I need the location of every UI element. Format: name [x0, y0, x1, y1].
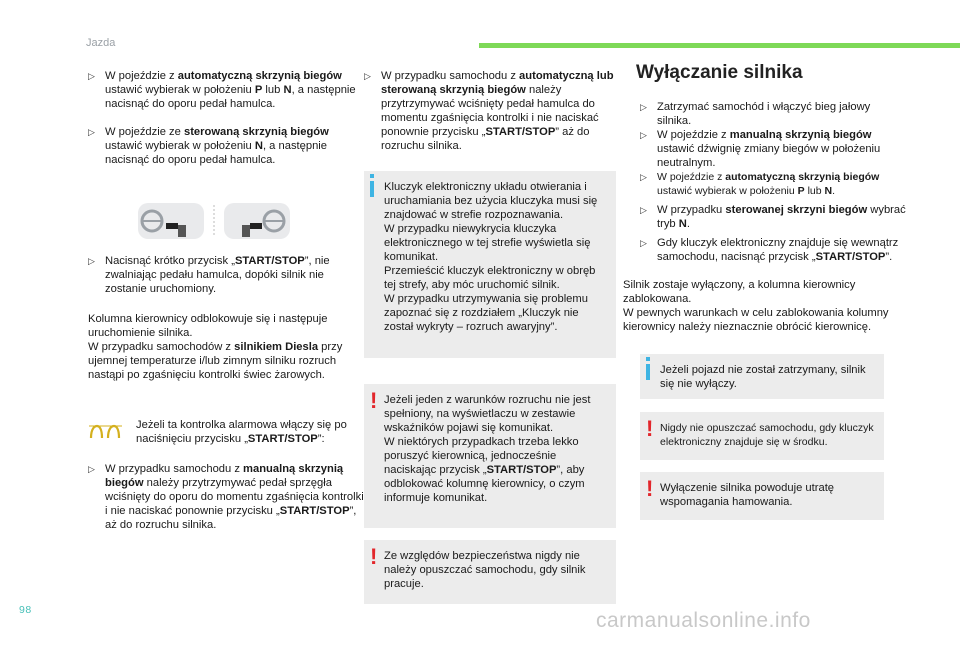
- bullet-manual-neutral: ▷ W pojeździe z manualną skrzynią biegów ustawić dźwignię zmiany biegów w położeniu neutralnym.: [640, 129, 881, 169]
- bullet-controlled-mode: ▷ W przypadku sterowanej skrzyni biegów wybrać tryb N.: [640, 204, 906, 230]
- triangle-bullet-icon: ▷: [88, 464, 95, 474]
- warning-text: Jeżeli jeden z warunków rozruchu nie jest spełniony, na wyświetlaczu w zestawie wskaźników pojawi się komunikat. W niektórych przypadkach trzeba lekko poruszyć kierownicą, jednocześnie naciskając przycisk „START/STOP”, aby odblokować kolumnę kierownicy, o czym informuje komunikat.: [384, 394, 591, 504]
- paragraph-engine-off: Silnik zostaje wyłączony, a kolumna kierownicy zablokowana. W pewnych warunkach w celu zablokowania kolumny kierownicy należy nieznacznie obrócić kierownicę.: [623, 279, 889, 333]
- triangle-bullet-icon: ▷: [88, 71, 95, 81]
- triangle-bullet-icon: ▷: [88, 256, 95, 266]
- info-icon: [370, 181, 374, 197]
- bullet-press-stop: ▷ Gdy kluczyk elektroniczny znajduje się wewnątrz samochodu, nacisnąć przycisk „START/STOP”.: [640, 237, 899, 263]
- triangle-bullet-icon: ▷: [640, 205, 647, 215]
- paragraph-diesel: W przypadku samochodów z silnikiem Diesla przy ujemnej temperaturze i/lub zimnym silniku rozruch nastąpi po zgaśnięciu kontrolki świec żarowych.: [88, 341, 343, 381]
- triangle-bullet-icon: ▷: [364, 71, 371, 81]
- info-text: Kluczyk elektroniczny układu otwierania i uruchamiania bez użycia kluczyka musi się znajdować w strefie rozpoznawania. W przypadku niewykrycia kluczyka elektronicznego w tej strefie wyświetla się komunikat. Przemieścić kluczyk elektroniczny w obręb tej strefy, aby móc uruchomić silnik. W przypadku utrzymywania się problemu zapoznać się z rozdziałem „Kluczyk nie został wykryty – rozruch awaryjny”.: [384, 181, 598, 333]
- page-number: 98: [19, 604, 32, 616]
- lamp-note: Jeżeli ta kontrolka alarmowa włączy się po naciśnięciu przycisku „START/STOP”:: [136, 419, 347, 445]
- bullet-stop-vehicle: ▷ Zatrzymać samochód i włączyć bieg jałowy silnika.: [640, 101, 871, 127]
- triangle-bullet-icon: ▷: [640, 238, 647, 248]
- exclamation-warning-icon: !: [646, 476, 654, 501]
- info-box-electronic-key: [364, 171, 616, 358]
- steering-wheel-illustration: [138, 203, 290, 239]
- exclamation-warning-icon: !: [370, 544, 378, 569]
- warning-box-start-conditions: [364, 384, 616, 528]
- triangle-bullet-icon: ▷: [640, 172, 647, 182]
- glow-plug-warning-lamp-icon: [88, 422, 124, 440]
- bullet-auto-selector: ▷ W pojeździe z automatyczną skrzynią biegów ustawić wybierak w położeniu P lub N.: [640, 171, 880, 197]
- bullet-auto-gearbox: ▷ W pojeździe z automatyczną skrzynią biegów ustawić wybierak w położeniu P lub N, a następnie nacisnąć do oporu pedał hamulca.: [88, 70, 356, 110]
- warning-text: Ze względów bezpieczeństwa nigdy nie należy opuszczać samochodu, gdy silnik pracuje.: [384, 550, 586, 590]
- bullet-controlled-gearbox: ▷ W pojeździe ze sterowaną skrzynią biegów ustawić wybierak w położeniu N, a następnie nacisnąć do oporu pedał hamulca.: [88, 126, 329, 166]
- bullet-press-start: ▷ Nacisnąć krótko przycisk „START/STOP”, nie zwalniając pedału hamulca, dopóki silnik nie zostanie uruchomiony.: [88, 255, 330, 295]
- bullet-auto-or-controlled: ▷ W przypadku samochodu z automatyczną lub sterowaną skrzynią biegów należy przytrzymywać wciśnięty pedał hamulca do momentu zgaśnięcia kontrolki i nie naciskać ponownie przycisku „START/STOP” aż do rozruchu silnika.: [364, 70, 614, 152]
- info-text: Jeżeli pojazd nie został zatrzymany, silnik się nie wyłączy.: [660, 364, 866, 390]
- info-box-not-stopped: [640, 354, 884, 399]
- paragraph-column-unlock: Kolumna kierownicy odblokowuje się i następuje uruchomienie silnika.: [88, 313, 328, 339]
- warning-text: Nigdy nie opuszczać samochodu, gdy kluczyk elektroniczny znajduje się w środku.: [660, 422, 874, 448]
- warning-text: Wyłączenie silnika powoduje utratę wspomagania hamowania.: [660, 482, 835, 508]
- watermark: carmanualsonline.info: [596, 609, 811, 632]
- header-accent-bar: [479, 43, 960, 48]
- triangle-bullet-icon: ▷: [640, 102, 647, 112]
- exclamation-warning-icon: !: [370, 388, 378, 413]
- triangle-bullet-icon: ▷: [640, 130, 647, 140]
- warning-box-key-inside: [640, 412, 884, 460]
- exclamation-warning-icon: !: [646, 416, 654, 441]
- warning-box-brake-assist: [640, 472, 884, 520]
- section-heading: Wyłączanie silnika: [636, 62, 803, 83]
- triangle-bullet-icon: ▷: [88, 127, 95, 137]
- section-title: Jazda: [86, 37, 116, 49]
- warning-box-never-leave: [364, 540, 616, 604]
- steering-wheel-icon: [138, 203, 204, 239]
- steering-wheel-icon: [224, 203, 290, 239]
- info-icon: [646, 364, 650, 380]
- bullet-manual-gearbox-clutch: ▷ W przypadku samochodu z manualną skrzynią biegów należy przytrzymywać pedał sprzęgła wciśnięty do oporu do momentu zgaśnięcia kontrolki i nie naciskać ponownie przycisku „START/STOP”, aż do rozruchu silnika.: [88, 463, 364, 531]
